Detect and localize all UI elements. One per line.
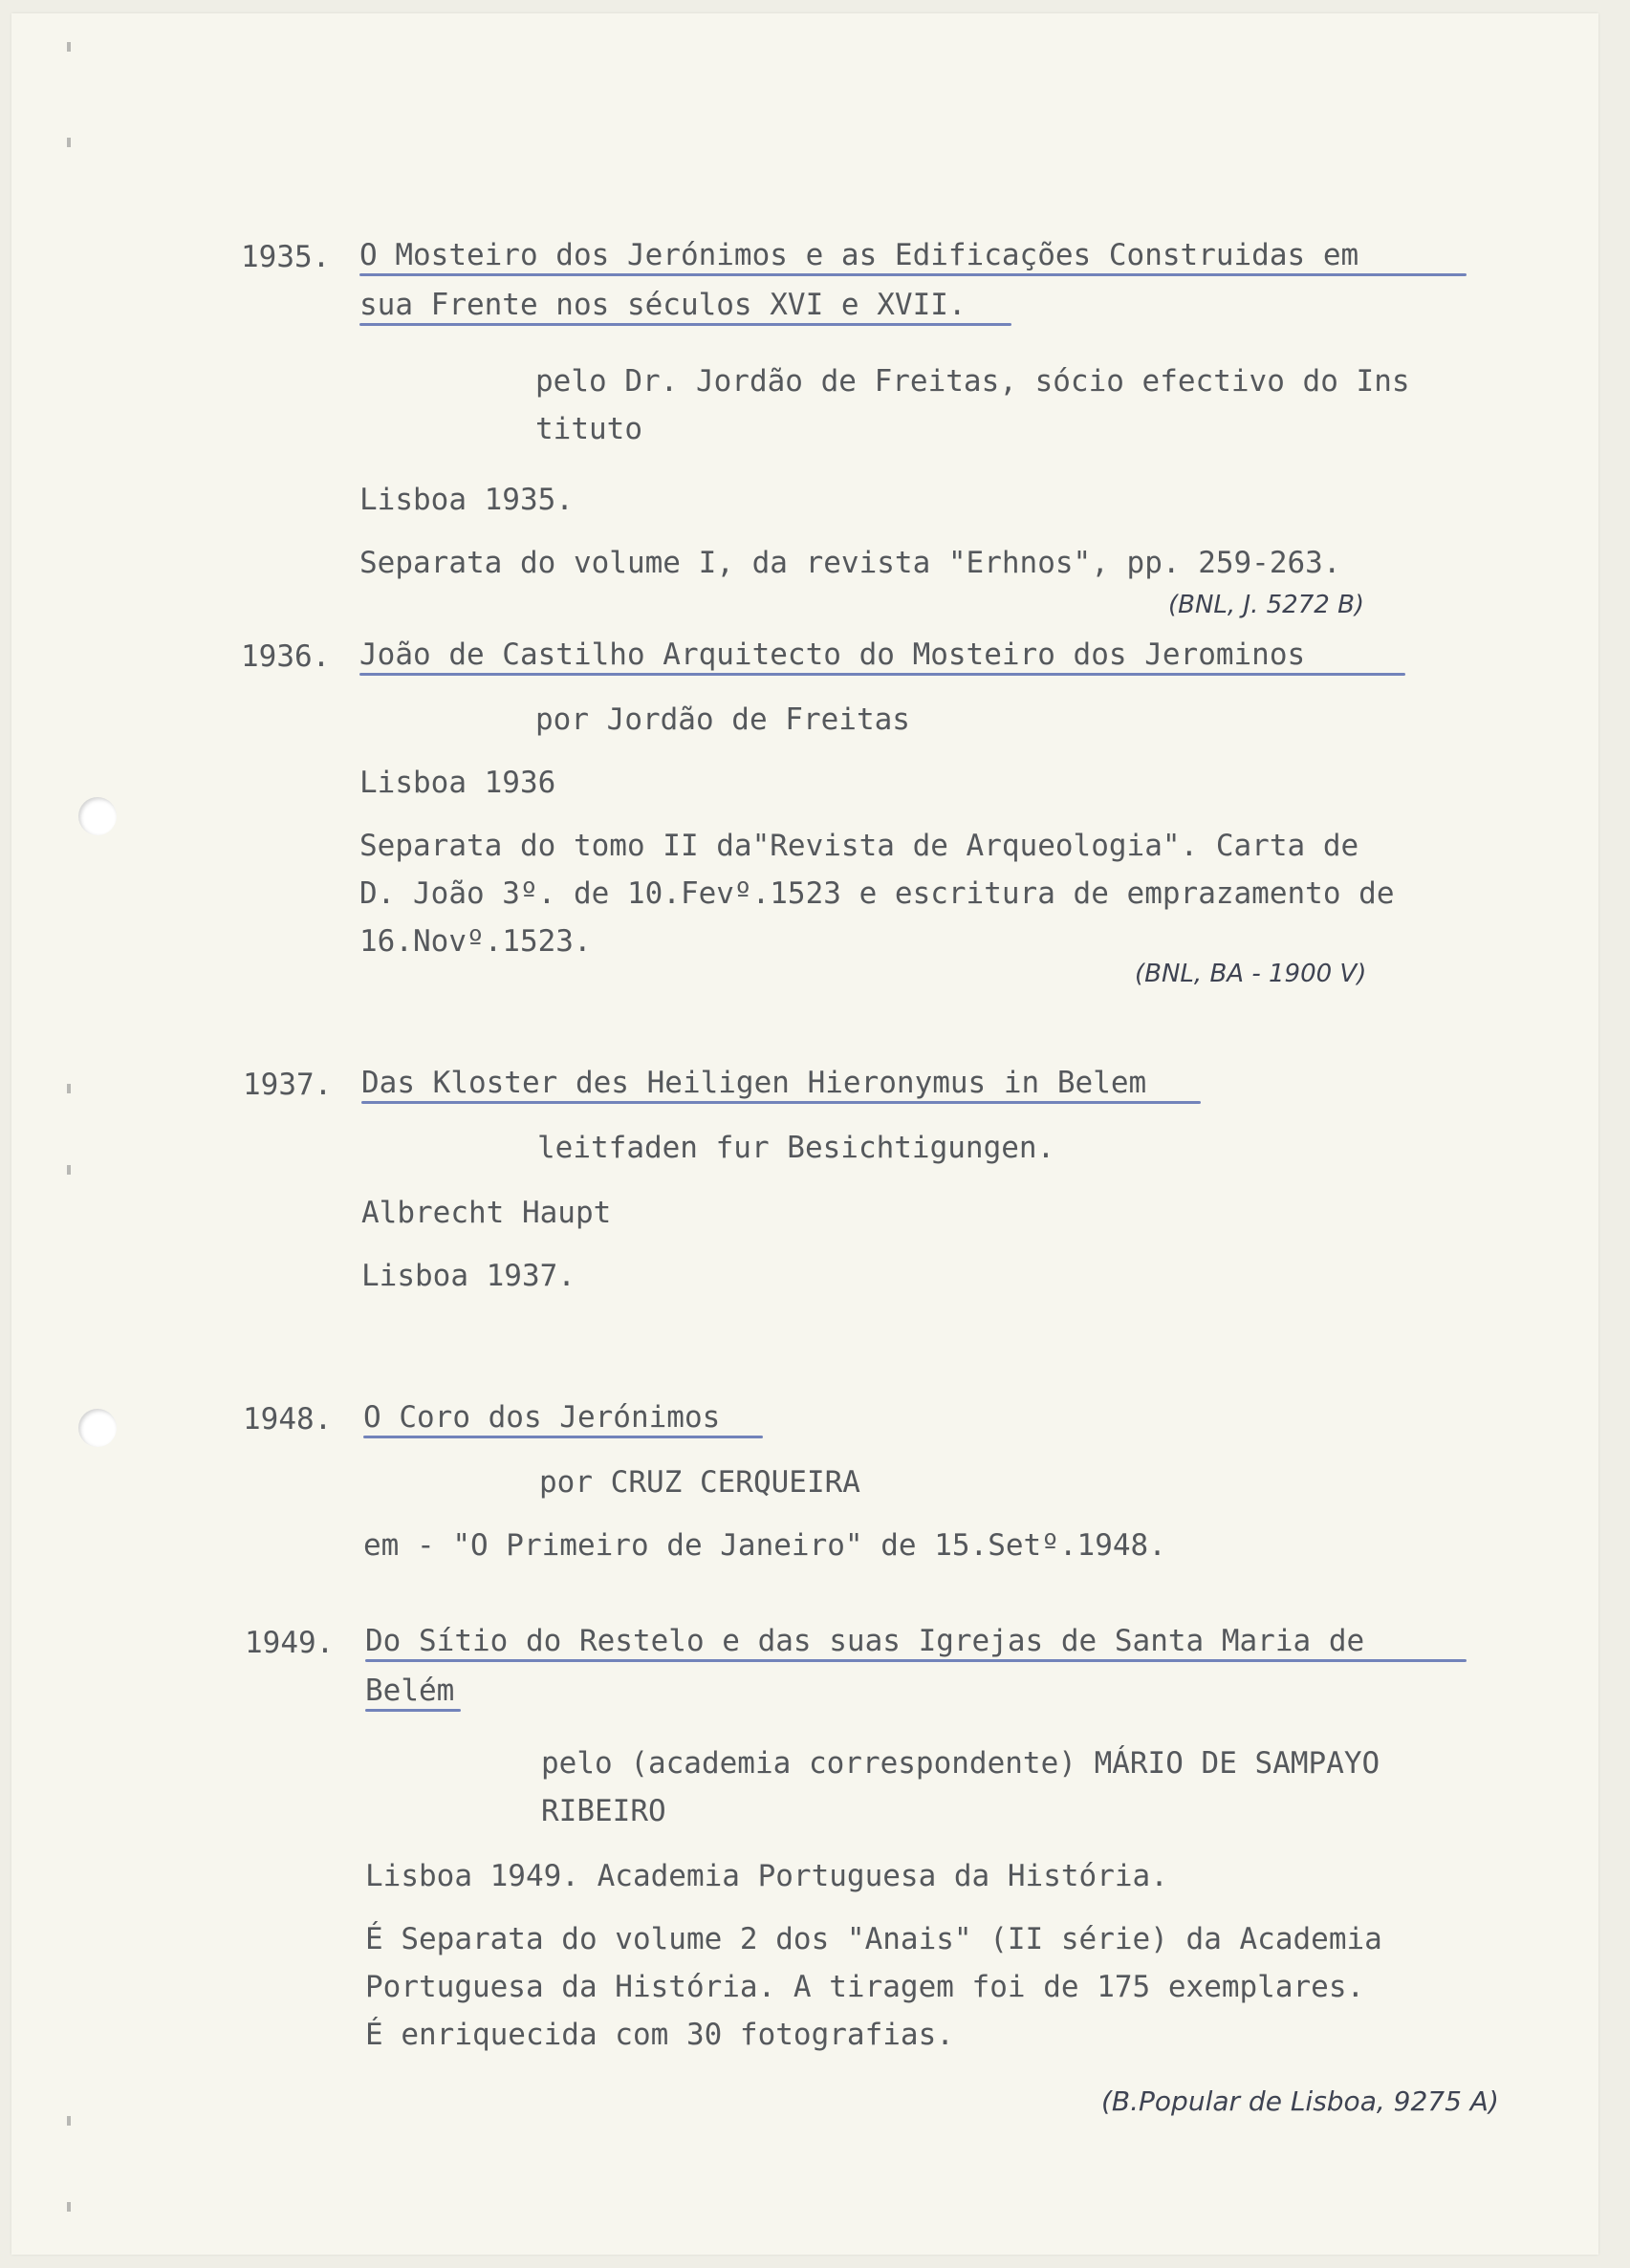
entry-author: por Jordão de Freitas <box>535 702 910 737</box>
entry-note: Separata do volume I, da revista "Erhnos", pp. 259-263. <box>359 546 1341 580</box>
punch-hole-bottom <box>78 1409 117 1447</box>
margin-mark <box>67 2202 71 2212</box>
title-underline <box>365 1659 1467 1662</box>
entry-author: Albrecht Haupt <box>361 1196 612 1230</box>
margin-mark <box>67 2116 71 2126</box>
entry-author: por CRUZ CERQUEIRA <box>539 1465 860 1500</box>
entry-note: Separata do tomo II da"Revista de Arqueologia". Carta de <box>359 829 1359 863</box>
entry-note: D. João 3º. de 10.Fevº.1523 e escritura de emprazamento de <box>359 876 1395 911</box>
entry-title: sua Frente nos séculos XVI e XVII. <box>359 288 967 322</box>
entry-place: Lisboa 1949. Academia Portuguesa da História. <box>365 1859 1168 1893</box>
entry-year: 1948. <box>243 1402 333 1436</box>
entry-title: O Coro dos Jerónimos <box>363 1400 721 1435</box>
entry-place: Lisboa 1936 <box>359 766 556 800</box>
margin-mark <box>67 1165 71 1175</box>
entry-year: 1936. <box>241 639 331 674</box>
punch-hole-top <box>78 797 117 835</box>
title-underline <box>359 323 1011 326</box>
margin-mark <box>67 42 71 52</box>
entry-author: leitfaden fur Besichtigungen. <box>537 1131 1055 1165</box>
entry-title: O Mosteiro dos Jerónimos e as Edificações Construidas em <box>359 238 1359 272</box>
entry-title: João de Castilho Arquitecto do Mosteiro dos Jerominos <box>359 637 1306 672</box>
entry-year: 1935. <box>241 240 331 274</box>
entry-year: 1937. <box>243 1068 333 1102</box>
entry-place: em - "O Primeiro de Janeiro" de 15.Setº.1948. <box>363 1528 1166 1563</box>
title-underline <box>365 1709 461 1712</box>
title-underline <box>363 1436 763 1438</box>
entry-author: tituto <box>535 412 642 446</box>
entry-author: RIBEIRO <box>541 1794 666 1828</box>
handwritten-shelfmark: (BNL, BA - 1900 V) <box>1135 960 1367 988</box>
entry-place: Lisboa 1937. <box>361 1259 576 1293</box>
entry-note: É enriquecida com 30 fotografias. <box>365 2018 954 2052</box>
title-underline <box>361 1101 1201 1104</box>
margin-mark <box>67 1084 71 1093</box>
entry-note: É Separata do volume 2 dos "Anais" (II série) da Academia <box>365 1922 1382 1956</box>
entry-title: Do Sítio do Restelo e das suas Igrejas de Santa Maria de <box>365 1624 1365 1658</box>
handwritten-shelfmark: (B.Popular de Lisboa, 9275 A) <box>1101 2085 1499 2117</box>
handwritten-shelfmark: (BNL, J. 5272 B) <box>1168 591 1365 619</box>
entry-note: Portuguesa da História. A tiragem foi de 175 exemplares. <box>365 1970 1365 2004</box>
entry-year: 1949. <box>245 1626 335 1660</box>
title-underline <box>359 673 1405 676</box>
title-underline <box>359 273 1467 276</box>
entry-author: pelo Dr. Jordão de Freitas, sócio efectivo do Ins <box>535 364 1410 399</box>
document-page <box>11 13 1598 2255</box>
entry-note: 16.Novº.1523. <box>359 924 592 959</box>
margin-mark <box>67 138 71 147</box>
entry-author: pelo (academia correspondente) MÁRIO DE SAMPAYO <box>541 1746 1380 1781</box>
entry-place: Lisboa 1935. <box>359 483 574 517</box>
entry-title: Belém <box>365 1674 455 1708</box>
entry-title: Das Kloster des Heiligen Hieronymus in Belem <box>361 1066 1147 1100</box>
